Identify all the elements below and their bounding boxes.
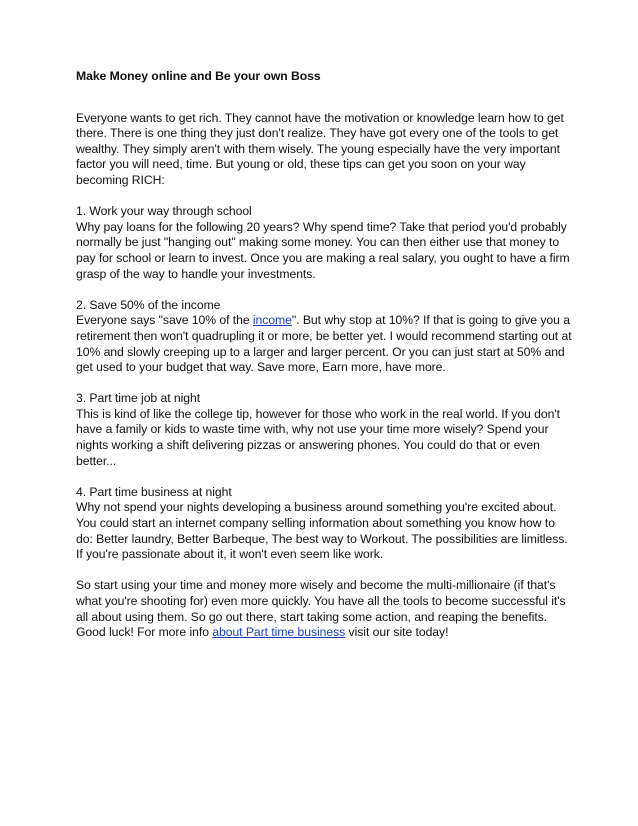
section-body: Why pay loans for the following 20 years? Why spend time? Take that period you'd probably normally be just "hanging out" making some money. You can then either use that money to pay for school or learn to invest. Once you are making a real salary, you ought to have a firm grasp of the way to handle your investments. (76, 219, 570, 281)
document-body (76, 69, 572, 656)
section-heading: 3. Part time job at night (76, 391, 201, 406)
document-title: Make Money online and Be your own Boss (76, 69, 321, 83)
closing-text-start: So start using your time and money more wisely and become the multi-millionaire (if that's what you're shooting for) even more quickly. You have all the tools to become successful it's all about using them. So go out there, start taking some action, and reaping the benefits. Good luck! For more info (76, 578, 566, 640)
income-link[interactable]: income (252, 313, 292, 328)
section-body-start: Everyone says "save 10% of the (76, 313, 253, 328)
closing-paragraph (76, 578, 572, 640)
section-part-time-business (76, 485, 572, 563)
section-part-time-job (76, 391, 572, 469)
section-body: This is kind of like the college tip, however for those who work in the real world. If you don't have a family or kids to waste time with, why not use your time more wisely? Spend your nights working a shift delivering pizzas or answering phones. You could do that or even better... (76, 406, 560, 468)
section-heading: 1. Work your way through school (76, 204, 252, 219)
section-save-income (76, 298, 572, 376)
section-heading: 4. Part time business at night (76, 484, 232, 499)
intro-paragraph: Everyone wants to get rich. They cannot have the motivation or knowledge learn how to get there. There is one thing they just don't realize. They have got every one of the tools to get wealthy. They simply aren't with them wisely. The young especially have the very important factor you will need, time. But young or old, these tips can get you soon on your way becoming RICH: (76, 110, 564, 187)
section-body-end: ". But why stop at 10%? If that is going to give you a retirement then won't quadrupling it or more, be better yet. I would recommend starting out at 10% and slowly creeping up to a larger and larger percent. Or you can just start at 50% and get used to your budget that way. Save more, Earn more, have more. (76, 313, 572, 375)
section-work-through-school (76, 204, 572, 282)
section-heading: 2. Save 50% of the income (76, 297, 221, 312)
section-body: Why not spend your nights developing a business around something you're excited about. You could start an internet company selling information about something you know how to do: Better laundry, Better Barbeque, The best way to Workout. The possibilities are limitless. If you're passionate about it, it won't even seem like work. (76, 500, 568, 562)
closing-text-end: visit our site today! (345, 625, 449, 640)
part-time-business-link[interactable]: about Part time business (212, 625, 346, 640)
